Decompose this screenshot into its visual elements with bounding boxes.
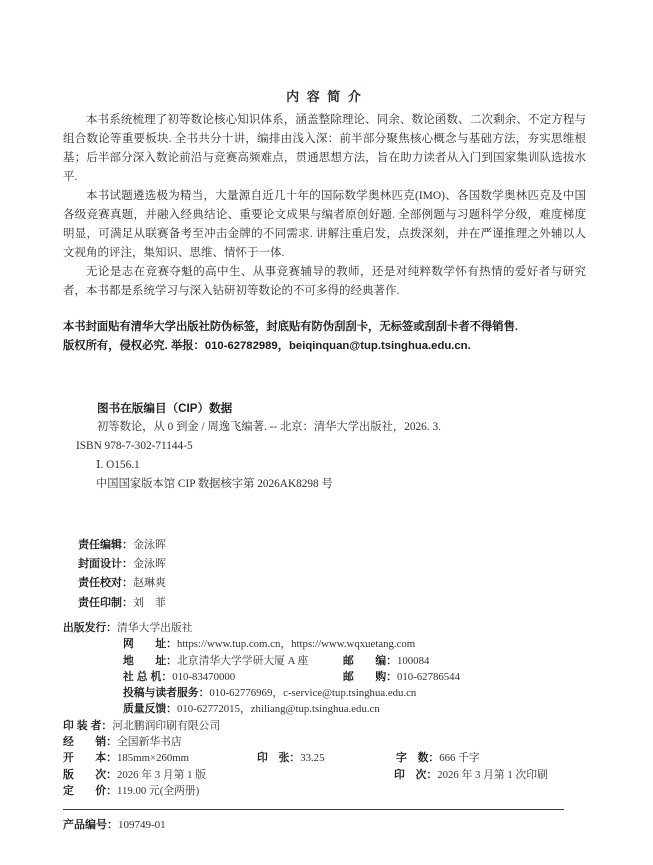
zip-value: 100084 <box>396 654 430 667</box>
website-row <box>63 636 603 652</box>
edition-label: 版 次： <box>63 768 117 781</box>
summary-paragraph: 本书系统梳理了初等数论核心知识体系，涵盖整除理论、同余、数论函数、二次剩余、不定方程与组合数论等重要板块. 全书共分十讲，编排由浅入深：前半部分聚焦核心概念与基础方法，夯实思维根基；后半部分深入数论前沿与竞赛高频难点，贯通思想方法，旨在助力读者从入门到国家集训队选拔水平. <box>63 114 586 183</box>
word-count-cell <box>396 750 480 766</box>
product-number-row <box>63 817 166 834</box>
price-label: 定 价： <box>63 784 117 797</box>
mail-order-cell <box>343 669 460 685</box>
mail-order-label: 邮 购： <box>343 670 397 683</box>
quality-feedback-value: 010-62772015，zhiliang@tup.tsinghua.edu.cn <box>176 703 380 716</box>
address-value: 北京清华大学学研大厦 A 座 <box>176 654 309 667</box>
credit-value: 刘 菲 <box>133 596 166 609</box>
address-label: 地 址： <box>123 654 177 667</box>
quality-feedback-label: 质量反馈： <box>123 703 177 716</box>
credit-row <box>78 594 166 613</box>
zip-label: 邮 编： <box>343 654 397 667</box>
printer-value: 河北鹏润印刷有限公司 <box>112 719 221 732</box>
website-label: 网 址： <box>123 638 177 651</box>
publisher-value: 清华大学出版社 <box>116 622 193 634</box>
footer-divider <box>63 809 564 810</box>
reader-service-row <box>63 685 603 701</box>
format-value: 185mm×260mm <box>116 752 190 765</box>
word-count-value: 666 千字 <box>439 752 480 765</box>
printer-row <box>63 718 603 734</box>
impression-cell <box>394 767 548 783</box>
impression-value: 2026 年 3 月第 1 次印刷 <box>437 768 548 781</box>
sheets-label: 印 张： <box>257 752 301 765</box>
summary-heading: 内 容 简 介 <box>286 89 363 104</box>
credit-row <box>78 574 166 593</box>
impression-label: 印 次： <box>394 768 438 781</box>
summary-block <box>63 111 586 301</box>
reader-service-label: 投稿与读者服务： <box>123 687 210 700</box>
address-row <box>63 653 603 669</box>
distributor-value: 全国新华书店 <box>116 736 182 749</box>
zip-cell <box>343 653 429 669</box>
publisher-row <box>63 620 603 636</box>
product-number-value: 109749-01 <box>118 819 166 831</box>
credit-row <box>78 555 166 574</box>
edition-row <box>63 767 603 783</box>
price-value: 119.00 元(全两册) <box>116 784 200 797</box>
credit-label: 封面设计： <box>78 558 133 571</box>
credit-value: 金泳晖 <box>133 539 166 551</box>
credit-label: 责任编辑： <box>78 539 133 551</box>
printer-label: 印 装 者： <box>63 719 113 732</box>
summary-paragraph: 本书试题遴选极为精当，大量源自近几十年的国际数学奥林匹克(IMO)、各国数学奥林匹克及中国各级竞赛真题，并融入经典结论、重要论文成果与编者原创好题. 全部例题与习题科学分级，难度梯度明显，可满足从联赛备考至冲击金牌的不同需求. 讲解注重启发，点拨深刻，并在严谨推理之外辅以人文视角的评注，集知识、思维、情怀于一体. <box>63 190 586 259</box>
credit-row <box>78 536 166 555</box>
cip-block <box>63 399 586 494</box>
staff-credits <box>78 536 166 613</box>
product-number-label: 产品编号： <box>63 819 118 831</box>
format-label: 开 本： <box>63 752 117 765</box>
summary-paragraph: 无论是志在竞赛夺魁的高中生、从事竞赛辅导的教师，还是对纯粹数学怀有热情的爱好者与研究者，本书都是系统学习与深入钻研初等数论的不可多得的经典著作. <box>63 266 586 297</box>
reader-service-value: 010-62776969，c-service@tup.tsinghua.edu.cn <box>209 687 417 700</box>
quality-feedback-row <box>63 701 603 717</box>
distributor-label: 经 销： <box>63 736 117 749</box>
edition-value: 2026 年 3 月第 1 版 <box>116 768 207 781</box>
mail-order-value: 010-62786544 <box>396 670 460 683</box>
colophon-block <box>63 620 603 799</box>
cip-isbn: ISBN 978-7-302-71144-5 <box>76 440 193 452</box>
switchboard-row <box>63 669 603 685</box>
website-value: https://www.tup.com.cn，https://www.wqxuetang.com <box>176 638 416 651</box>
cip-heading: 图书在版编目（CIP）数据 <box>97 402 233 415</box>
sheets-cell <box>257 750 324 766</box>
switchboard-label: 社 总 机： <box>123 670 173 683</box>
anti-piracy-notice <box>63 318 586 355</box>
price-row <box>63 783 603 799</box>
cip-registry: 中国国家版本馆 CIP 数据核字第 2026AK8298 号 <box>96 478 333 490</box>
credit-value: 金泳晖 <box>133 558 166 571</box>
switchboard-value: 010-83470000 <box>172 670 236 683</box>
publisher-label: 出版发行： <box>63 622 117 634</box>
credit-label: 责任校对： <box>78 577 133 590</box>
word-count-label: 字 数： <box>396 752 440 765</box>
anti-piracy-line: 版权所有，侵权必究. 举报：010-62782989，beiqinquan@tup.tsinghua.edu.cn. <box>63 339 471 352</box>
credit-value: 赵琳爽 <box>133 577 166 590</box>
format-row <box>63 750 603 766</box>
cip-entry: 初等数论，从 0 到金 / 周逸飞编著. -- 北京：清华大学出版社，2026. 3. <box>97 421 441 433</box>
anti-piracy-line: 本书封面贴有清华大学出版社防伪标签，封底贴有防伪刮刮卡，无标签或刮刮卡者不得销售. <box>63 321 519 333</box>
cip-classification: Ⅰ. O156.1 <box>96 459 140 471</box>
distributor-row <box>63 734 603 750</box>
credit-label: 责任印制： <box>78 596 133 609</box>
sheets-value: 33.25 <box>300 752 325 765</box>
